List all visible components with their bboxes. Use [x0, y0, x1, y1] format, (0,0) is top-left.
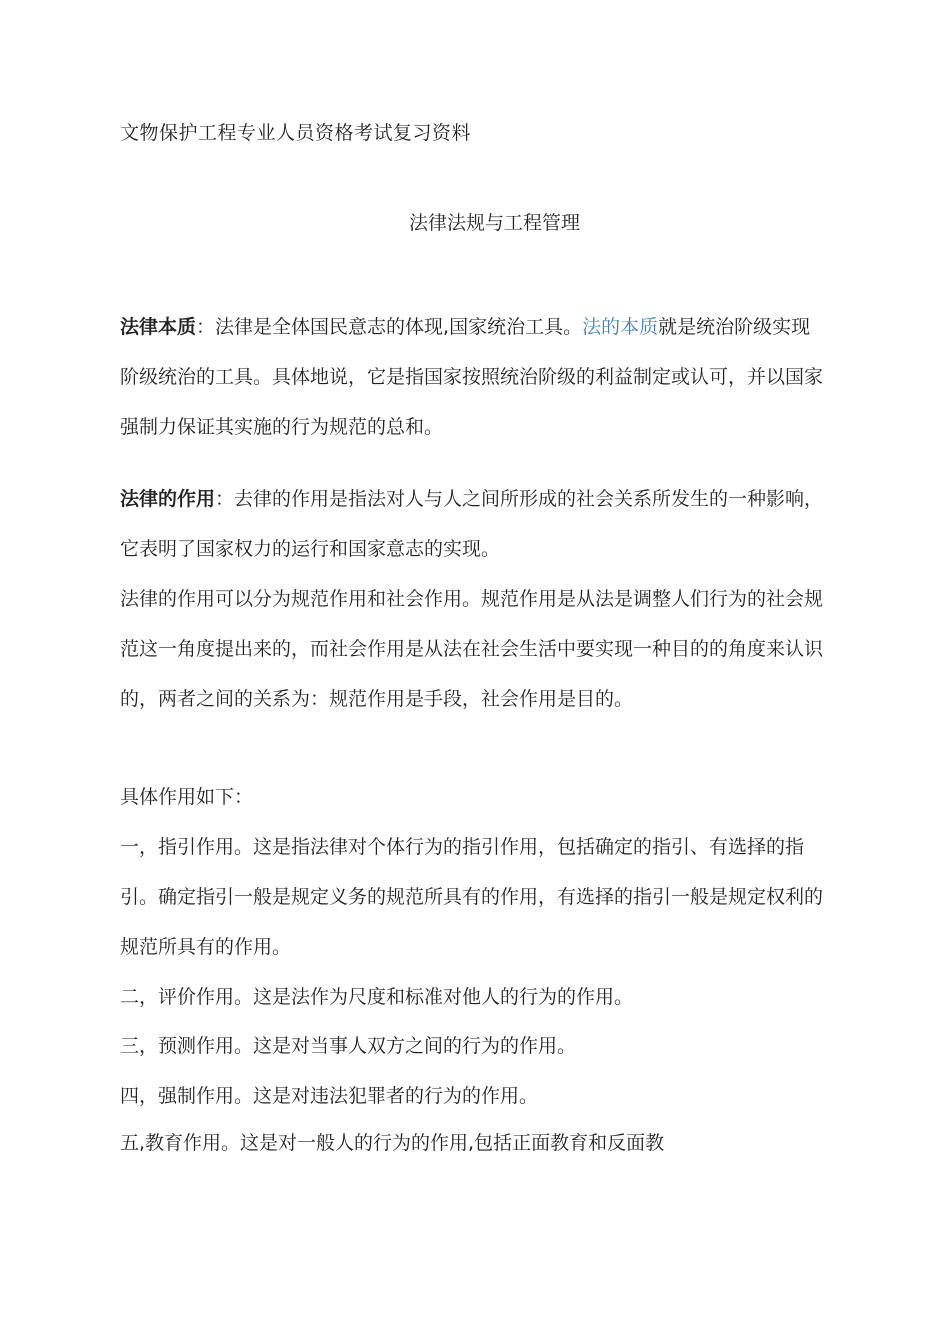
paragraph-classification: 法律的作用可以分为规范作用和社会作用。规范作用是从法是调整人们行为的社会规范这一角度提出来的，而社会作用是从法在社会生活中要实现一种目的的角度来认识的，两者之间的关系为：规范作用是手段，社会作用是目的。 [120, 588, 824, 710]
nature-text-after-link: 就是统治阶级实现阶级统治的工具。具体地说，它是指国家按照统治阶级的利益制定或认可，并以国家强制力保证其实施的行为规范的总和。 [120, 316, 824, 438]
document-subtitle: 法律法规与工程管理 [409, 212, 581, 234]
nature-text-before-link: 法律是全体国民意志的体现,国家统治工具。 [215, 316, 583, 338]
list-item-guidance: 一，指引作用。这是指法律对个体行为的指引作用，包括确定的指引、有选择的指引。确定指引一般是规定义务的规范所具有的作用，有选择的指引一般是规定权利的规范所具有的作用。 [120, 836, 824, 958]
role-text: 去律的作用是指法对人与人之间所形成的社会关系所发生的一种影响，它表明了国家权力的运行和国家意志的实现。 [120, 488, 824, 560]
list-item-prediction: 三，预测作用。这是对当事人双方之间的行为的作用。 [120, 1035, 577, 1057]
paragraph-law-role [120, 474, 825, 574]
list-item-enforcement: 四，强制作用。这是对违法犯罪者的行为的作用。 [120, 1085, 539, 1107]
law-essence-link[interactable]: 法的本质 [582, 316, 659, 338]
term-law-role: 法律的作用 [120, 488, 216, 510]
paragraph-law-nature [120, 302, 825, 452]
term-law-nature: 法律本质 [120, 316, 197, 338]
list-item-education: 五,教育作用。这是对一般人的行为的作用,包括正面教育和反面教 [120, 1132, 665, 1154]
term-colon: ： [215, 488, 235, 510]
list-item-evaluation: 二，评价作用。这是法作为尺度和标准对他人的行为的作用。 [120, 986, 634, 1008]
term-colon: ： [196, 316, 216, 338]
paragraph-specific-intro: 具体作用如下： [120, 786, 254, 808]
document-title: 文物保护工程专业人员资格考试复习资料 [120, 122, 472, 144]
